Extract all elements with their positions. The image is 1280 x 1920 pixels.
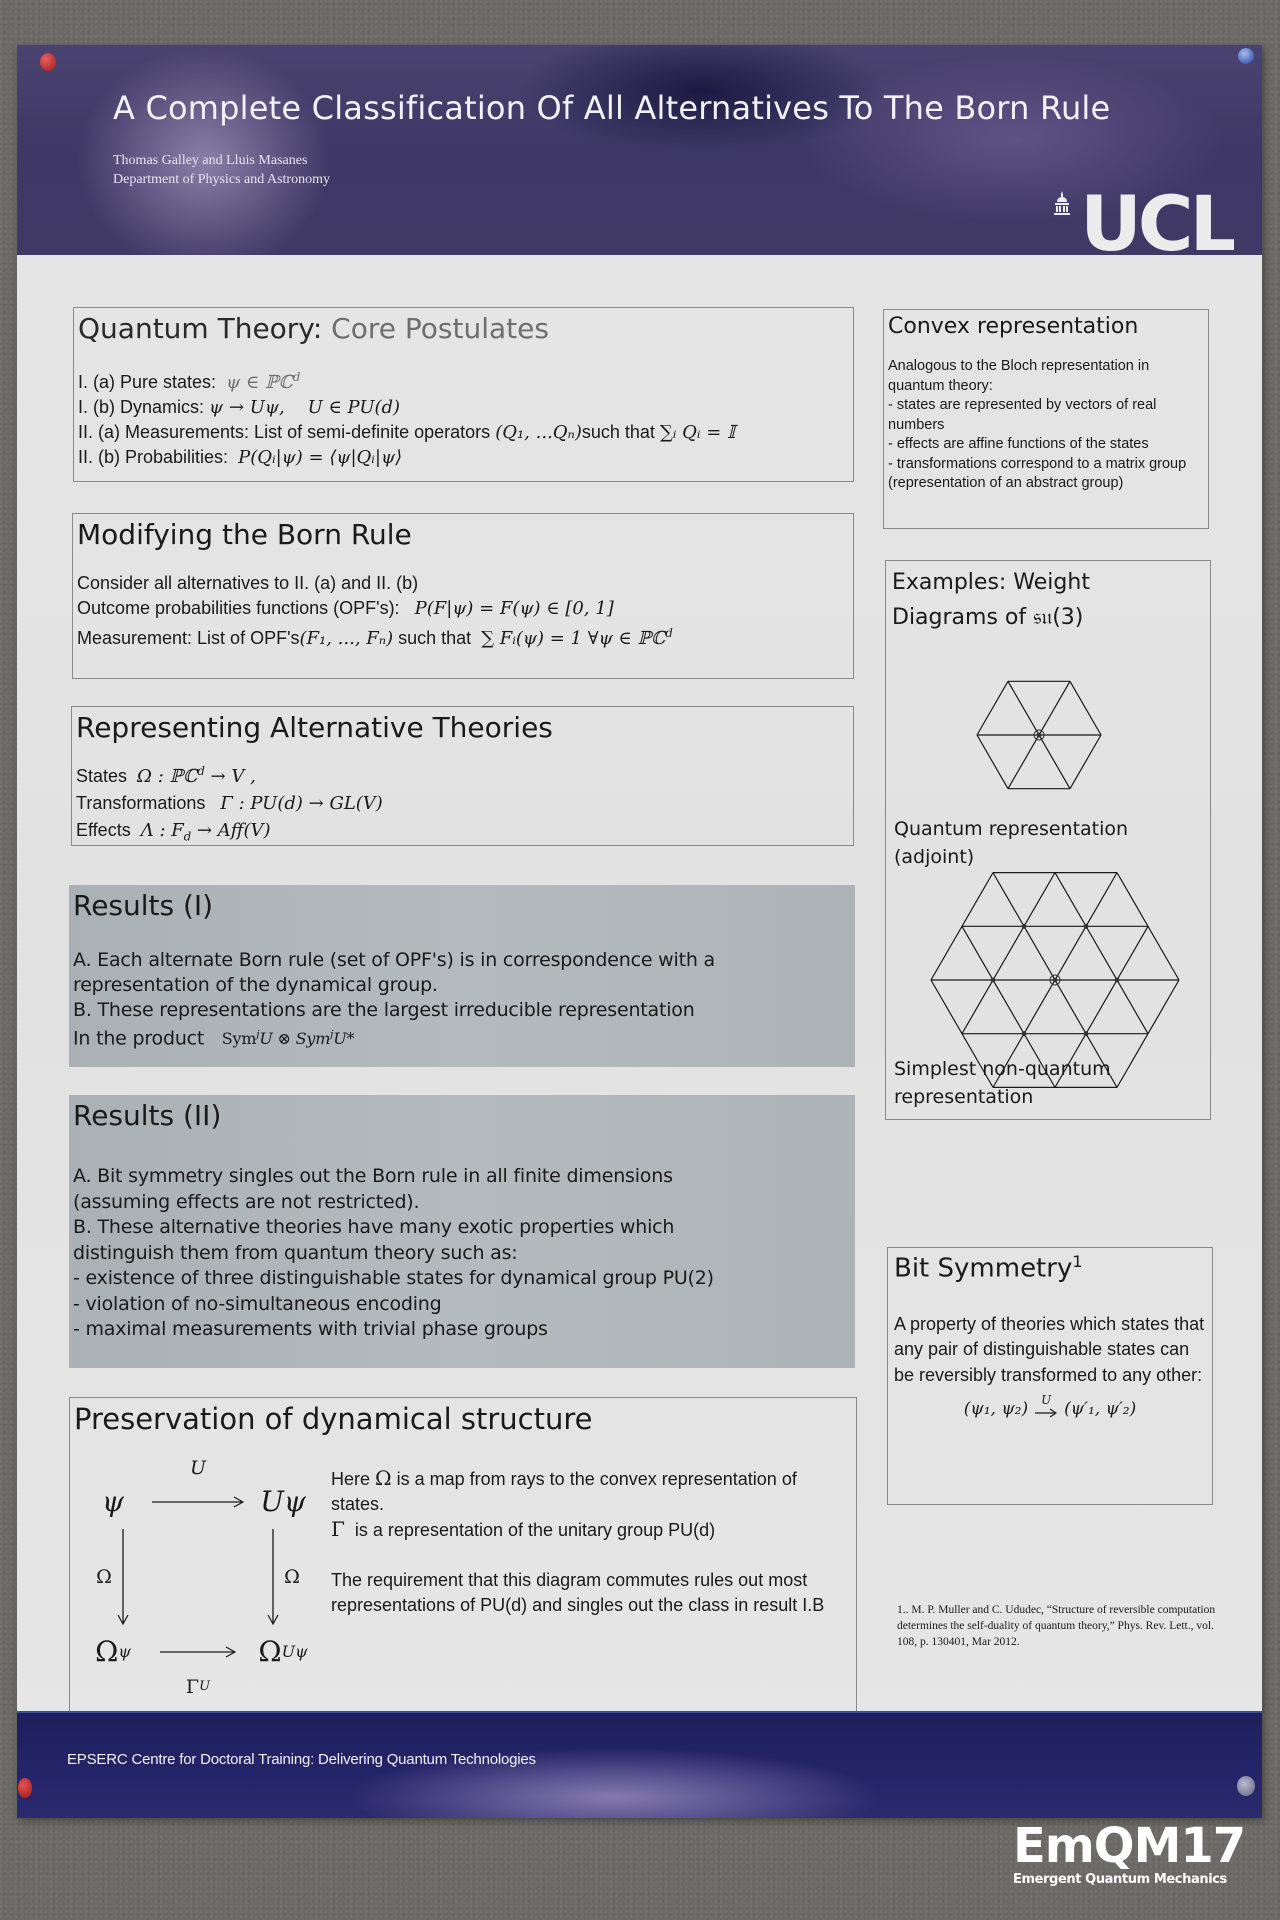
section-representing-theories <box>71 706 854 846</box>
results-1-lines <box>73 948 851 1051</box>
weight-point <box>1022 1031 1027 1036</box>
representing-label: States <box>76 766 128 786</box>
postulate-list <box>78 365 849 470</box>
eq-right: (ψ′₁, ψ′₂) <box>1064 1399 1137 1420</box>
representing-label: Effects <box>76 820 131 840</box>
measurement-sum: ∑ Fᵢ(ψ) = 1 ∀ψ ∈ ℙℂ <box>481 628 666 649</box>
node-psi: ψ <box>102 1485 124 1518</box>
convex-line: Analogous to the Bloch representation in quantum theory: <box>888 358 1150 394</box>
section-title: Results (I) <box>73 889 214 922</box>
arrow-label-omega-right: Ω <box>284 1566 300 1588</box>
commutative-diagram <box>78 1454 318 1704</box>
modifying-lines <box>77 571 849 651</box>
measurement-after: such that <box>398 628 472 648</box>
omega: Ω <box>95 1635 119 1668</box>
section-preservation <box>69 1397 857 1726</box>
postulate-math: ψ ∈ ℙℂ <box>226 372 293 393</box>
results-line: B. These alternative theories have many exotic properties which <box>73 1216 675 1238</box>
poster-header <box>17 45 1262 255</box>
representing-math-after: → V , <box>204 766 256 787</box>
results-line: A. Each alternate Born rule (set of OPF's) is in correspondence with a <box>73 949 715 971</box>
emqm17-watermark <box>1013 1818 1246 1887</box>
red-pushpin-icon <box>18 1778 32 1798</box>
preservation-para-3: The requirement that this diagram commutes rules out most representations of PU(d) and singles out the class in result I.B <box>331 1570 825 1615</box>
omega-sub: ψ <box>118 1642 131 1661</box>
bit-symmetry-title: Bit Symmetry <box>894 1253 1073 1284</box>
section-title <box>78 312 849 345</box>
product-math <box>222 1029 355 1048</box>
convex-line: - transformations correspond to a matrix group (representation of an abstract group) <box>888 455 1187 491</box>
representing-math: Ω : ℙℂ <box>137 766 198 787</box>
representing-label: Transformations <box>76 793 206 813</box>
product-label: In the product <box>73 1027 205 1050</box>
section-title: Results (II) <box>73 1099 222 1132</box>
weight-point <box>1115 978 1120 983</box>
title-dark: Quantum Theory: <box>78 312 323 345</box>
reference-footnote: 1.. M. P. Muller and C. Ududec, “Structure of reversible computation determines the self-duality of quantum theory,” Phys. Rev. Lett., vol. 108, p. 130401, Mar 2012. <box>897 1604 1216 1648</box>
watermark-subtitle: Emergent Quantum Mechanics <box>1013 1872 1227 1887</box>
postulate-item <box>78 395 849 420</box>
section-title: Convex representation <box>888 314 1139 339</box>
section-title: Representing Alternative Theories <box>76 711 553 744</box>
postulate-math: (Q₁, ...Qₙ) <box>495 422 582 443</box>
lattice-line <box>1070 735 1101 789</box>
section-core-postulates <box>73 307 854 482</box>
lattice-line <box>977 681 1008 735</box>
department: Department of Physics and Astronomy <box>113 172 330 187</box>
bit-symmetry-equation <box>894 1394 1206 1419</box>
postulate-math-sum: ∑ᵢ Qᵢ = 𝕀 <box>659 422 736 443</box>
section-results-2 <box>69 1095 855 1368</box>
representing-item <box>76 790 849 817</box>
weight-point <box>1022 924 1027 929</box>
arrow-left <box>78 1522 148 1632</box>
postulate-label: II. (a) Measurements: List of semi-definite operators <box>78 422 491 442</box>
sym-3: U* <box>333 1029 355 1049</box>
lattice-line <box>1070 681 1101 735</box>
convex-lines <box>888 357 1204 494</box>
weight-point <box>991 978 996 983</box>
weight-point <box>1053 978 1058 983</box>
section-bit-symmetry <box>887 1247 1213 1505</box>
representing-math: Γ : PU(d) → GL(V) <box>220 793 383 814</box>
section-title: Modifying the Born Rule <box>77 518 412 551</box>
gamma: Γ <box>185 1676 200 1698</box>
adjoint-weight-diagram <box>974 678 1104 793</box>
arrow-right <box>248 1522 318 1632</box>
results-line: - violation of no-simultaneous encoding <box>73 1292 442 1315</box>
weight-point <box>1084 1031 1089 1036</box>
arrow-label-gamma-u <box>148 1672 248 1702</box>
sym-1: Sym <box>221 1029 257 1049</box>
postulate-label: II. (b) Probabilities: <box>78 447 229 467</box>
caption-quantum: Quantum representation (adjoint) <box>894 818 1129 868</box>
omega-symbol: Ω <box>375 1466 392 1490</box>
modifying-line: Consider all alternatives to II. (a) and II. (b) <box>77 573 419 593</box>
blue-pushpin-icon <box>1238 48 1254 64</box>
section-convex-representation <box>883 309 1209 529</box>
postulate-item <box>78 420 849 445</box>
arrow-bottom <box>148 1632 248 1672</box>
poster <box>17 45 1262 1818</box>
authors-block <box>113 151 330 189</box>
section-title: Preservation of dynamical structure <box>74 1402 593 1436</box>
red-pushpin-icon <box>40 53 56 71</box>
omega: Ω <box>258 1635 282 1668</box>
postulate-label: I. (b) Dynamics: <box>78 397 205 417</box>
measurement-label: Measurement: List of OPF's <box>77 628 300 648</box>
convex-line: - states are represented by vectors of real numbers <box>888 397 1157 433</box>
postulate-sup: d <box>292 370 301 384</box>
representing-item <box>76 817 849 851</box>
title-line: Diagrams of 𝔰𝔲(3) <box>892 605 1084 630</box>
gamma-symbol: Γ <box>331 1517 345 1541</box>
eq-arrow-glyph <box>1034 1407 1058 1419</box>
footnote-marker: 1 <box>1072 1252 1083 1271</box>
preservation-text <box>331 1466 851 1618</box>
results-line: A. Bit symmetry singles out the Born rule in all finite dimensions <box>73 1165 673 1187</box>
text-omega-desc: is a map from rays to the convex representation of states. <box>331 1469 797 1514</box>
modifying-line <box>77 596 849 621</box>
lattice-line <box>962 873 1055 1034</box>
preservation-para-2 <box>331 1517 851 1543</box>
results-line: - maximal measurements with trivial phase groups <box>73 1318 548 1340</box>
clear-pushpin-icon <box>1237 1776 1255 1796</box>
poster-footer <box>17 1711 1262 1818</box>
preservation-para-1 <box>331 1466 851 1517</box>
modifying-line <box>77 621 849 651</box>
sym-1-sup: j <box>256 1029 260 1041</box>
section-modifying-born-rule <box>72 513 854 679</box>
text-here: Here <box>331 1469 371 1489</box>
postulate-label: I. (a) Pure states: <box>78 372 217 392</box>
title-light: Core Postulates <box>322 312 549 345</box>
section-weight-diagrams <box>885 560 1211 1120</box>
watermark-title: EmQM17 <box>1013 1818 1246 1874</box>
opf-label: Outcome probabilities functions (OPF's): <box>77 598 400 618</box>
title-line: Examples: Weight <box>892 570 1090 595</box>
weight-point <box>1084 924 1089 929</box>
section-title <box>894 1252 1206 1284</box>
measurement-math: (F₁, ..., Fₙ) <box>299 628 394 649</box>
weight-point <box>1037 733 1042 738</box>
ucl-dome-icon <box>1054 191 1070 215</box>
arrow-label-u: U <box>189 1457 206 1479</box>
sym-2-sup: j <box>330 1029 334 1041</box>
opf-math: P(F|ψ) = F(ψ) ∈ [0, 1] <box>414 598 614 619</box>
poster-title: A Complete Classification Of All Alternatives To The Born Rule <box>113 89 1111 127</box>
gamma-sub: U <box>199 1679 211 1694</box>
eq-arrow-label: U <box>1041 1393 1052 1408</box>
section-title <box>892 565 1204 635</box>
postulate-item <box>78 365 849 395</box>
ucl-logo <box>1054 189 1234 255</box>
text-gamma-desc: is a representation of the unitary group PU(d) <box>354 1520 716 1540</box>
convex-line: - effects are affine functions of the states <box>888 436 1149 452</box>
bit-symmetry-text: A property of theories which states that any pair of distinguishable states can be reversibly transformed to any other: <box>894 1313 1205 1385</box>
measurement-sup: d <box>665 626 673 640</box>
postulate-item <box>78 445 849 470</box>
node-u-psi: Uψ <box>260 1485 306 1518</box>
results-line: distinguish them from quantum theory such as: <box>73 1241 518 1264</box>
arrow-top <box>148 1482 248 1522</box>
footer-text: EPSERC Centre for Doctoral Training: Delivering Quantum Technologies <box>67 1751 536 1768</box>
results-line: representation of the dynamical group. <box>73 974 438 996</box>
caption-non-quantum: Simplest non-quantum representation <box>894 1058 1111 1108</box>
representing-math: Λ : F <box>140 820 184 841</box>
section-results-1 <box>69 885 855 1067</box>
authors: Thomas Galley and Lluis Masanes <box>113 153 308 168</box>
results-2-lines <box>73 1164 851 1343</box>
lattice-line <box>1055 873 1148 1034</box>
representing-lines <box>76 758 849 851</box>
results-line: B. These representations are the largest irreducible representation <box>73 999 695 1021</box>
sym-2: U ⊗ Sym <box>259 1029 331 1049</box>
postulate-math: ψ → Uψ, U ∈ PU(d) <box>209 397 401 418</box>
ucl-wordmark: UCL <box>1080 193 1234 255</box>
arrow-label-omega-left: Ω <box>96 1566 112 1588</box>
representing-math-after: → Aff(V) <box>191 820 271 841</box>
eq-left: (ψ₁, ψ₂) <box>963 1399 1029 1420</box>
eq-arrow <box>1034 1394 1058 1419</box>
results-line: - existence of three distinguishable states for dynamical group PU(2) <box>73 1267 714 1289</box>
omega-sub: Uψ <box>281 1642 308 1661</box>
representing-item <box>76 758 849 790</box>
results-line <box>73 1023 851 1051</box>
node-omega-psi <box>78 1632 148 1672</box>
node-omega-u-psi <box>248 1632 318 1672</box>
representing-sup: d <box>197 764 205 778</box>
postulate-math: P(Qᵢ|ψ) = ⟨ψ|Qᵢ|ψ⟩ <box>238 447 403 468</box>
postulate-after: such that <box>581 422 655 442</box>
results-line: (assuming effects are not restricted). <box>73 1190 420 1213</box>
representing-sub: d <box>183 829 192 844</box>
lattice-line <box>977 735 1008 789</box>
